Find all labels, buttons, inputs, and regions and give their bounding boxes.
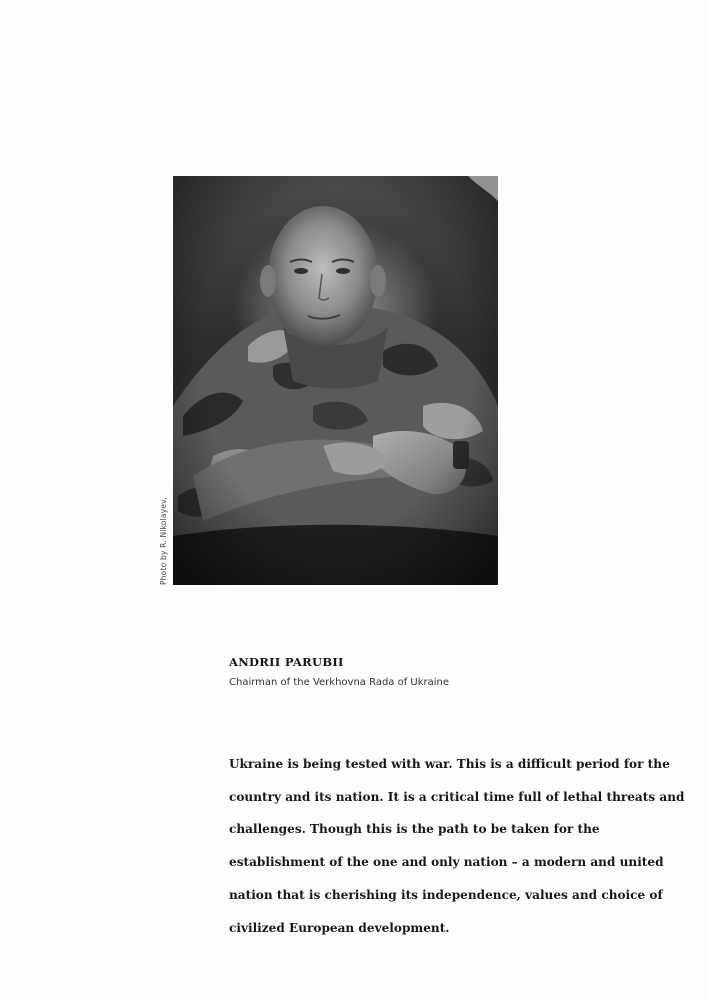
person-name: ANDRII PARUBII [229,655,344,669]
photo-credit: Photo by R. Nikolayev. [159,497,168,585]
quote-text: Ukraine is being tested with war. This is a difficult period for the country and its nation. It is a critical time full of lethal threats and challenges. Though this is the path to be taken for the establishment of the one and only nation – a modern and united nation that is cherishing its independence, values and choice of civilized European development. [229,757,685,935]
portrait-illustration [173,176,498,585]
person-title: Chairman of the Verkhovna Rada of Ukraine [229,677,450,688]
portrait-photo [173,176,498,585]
